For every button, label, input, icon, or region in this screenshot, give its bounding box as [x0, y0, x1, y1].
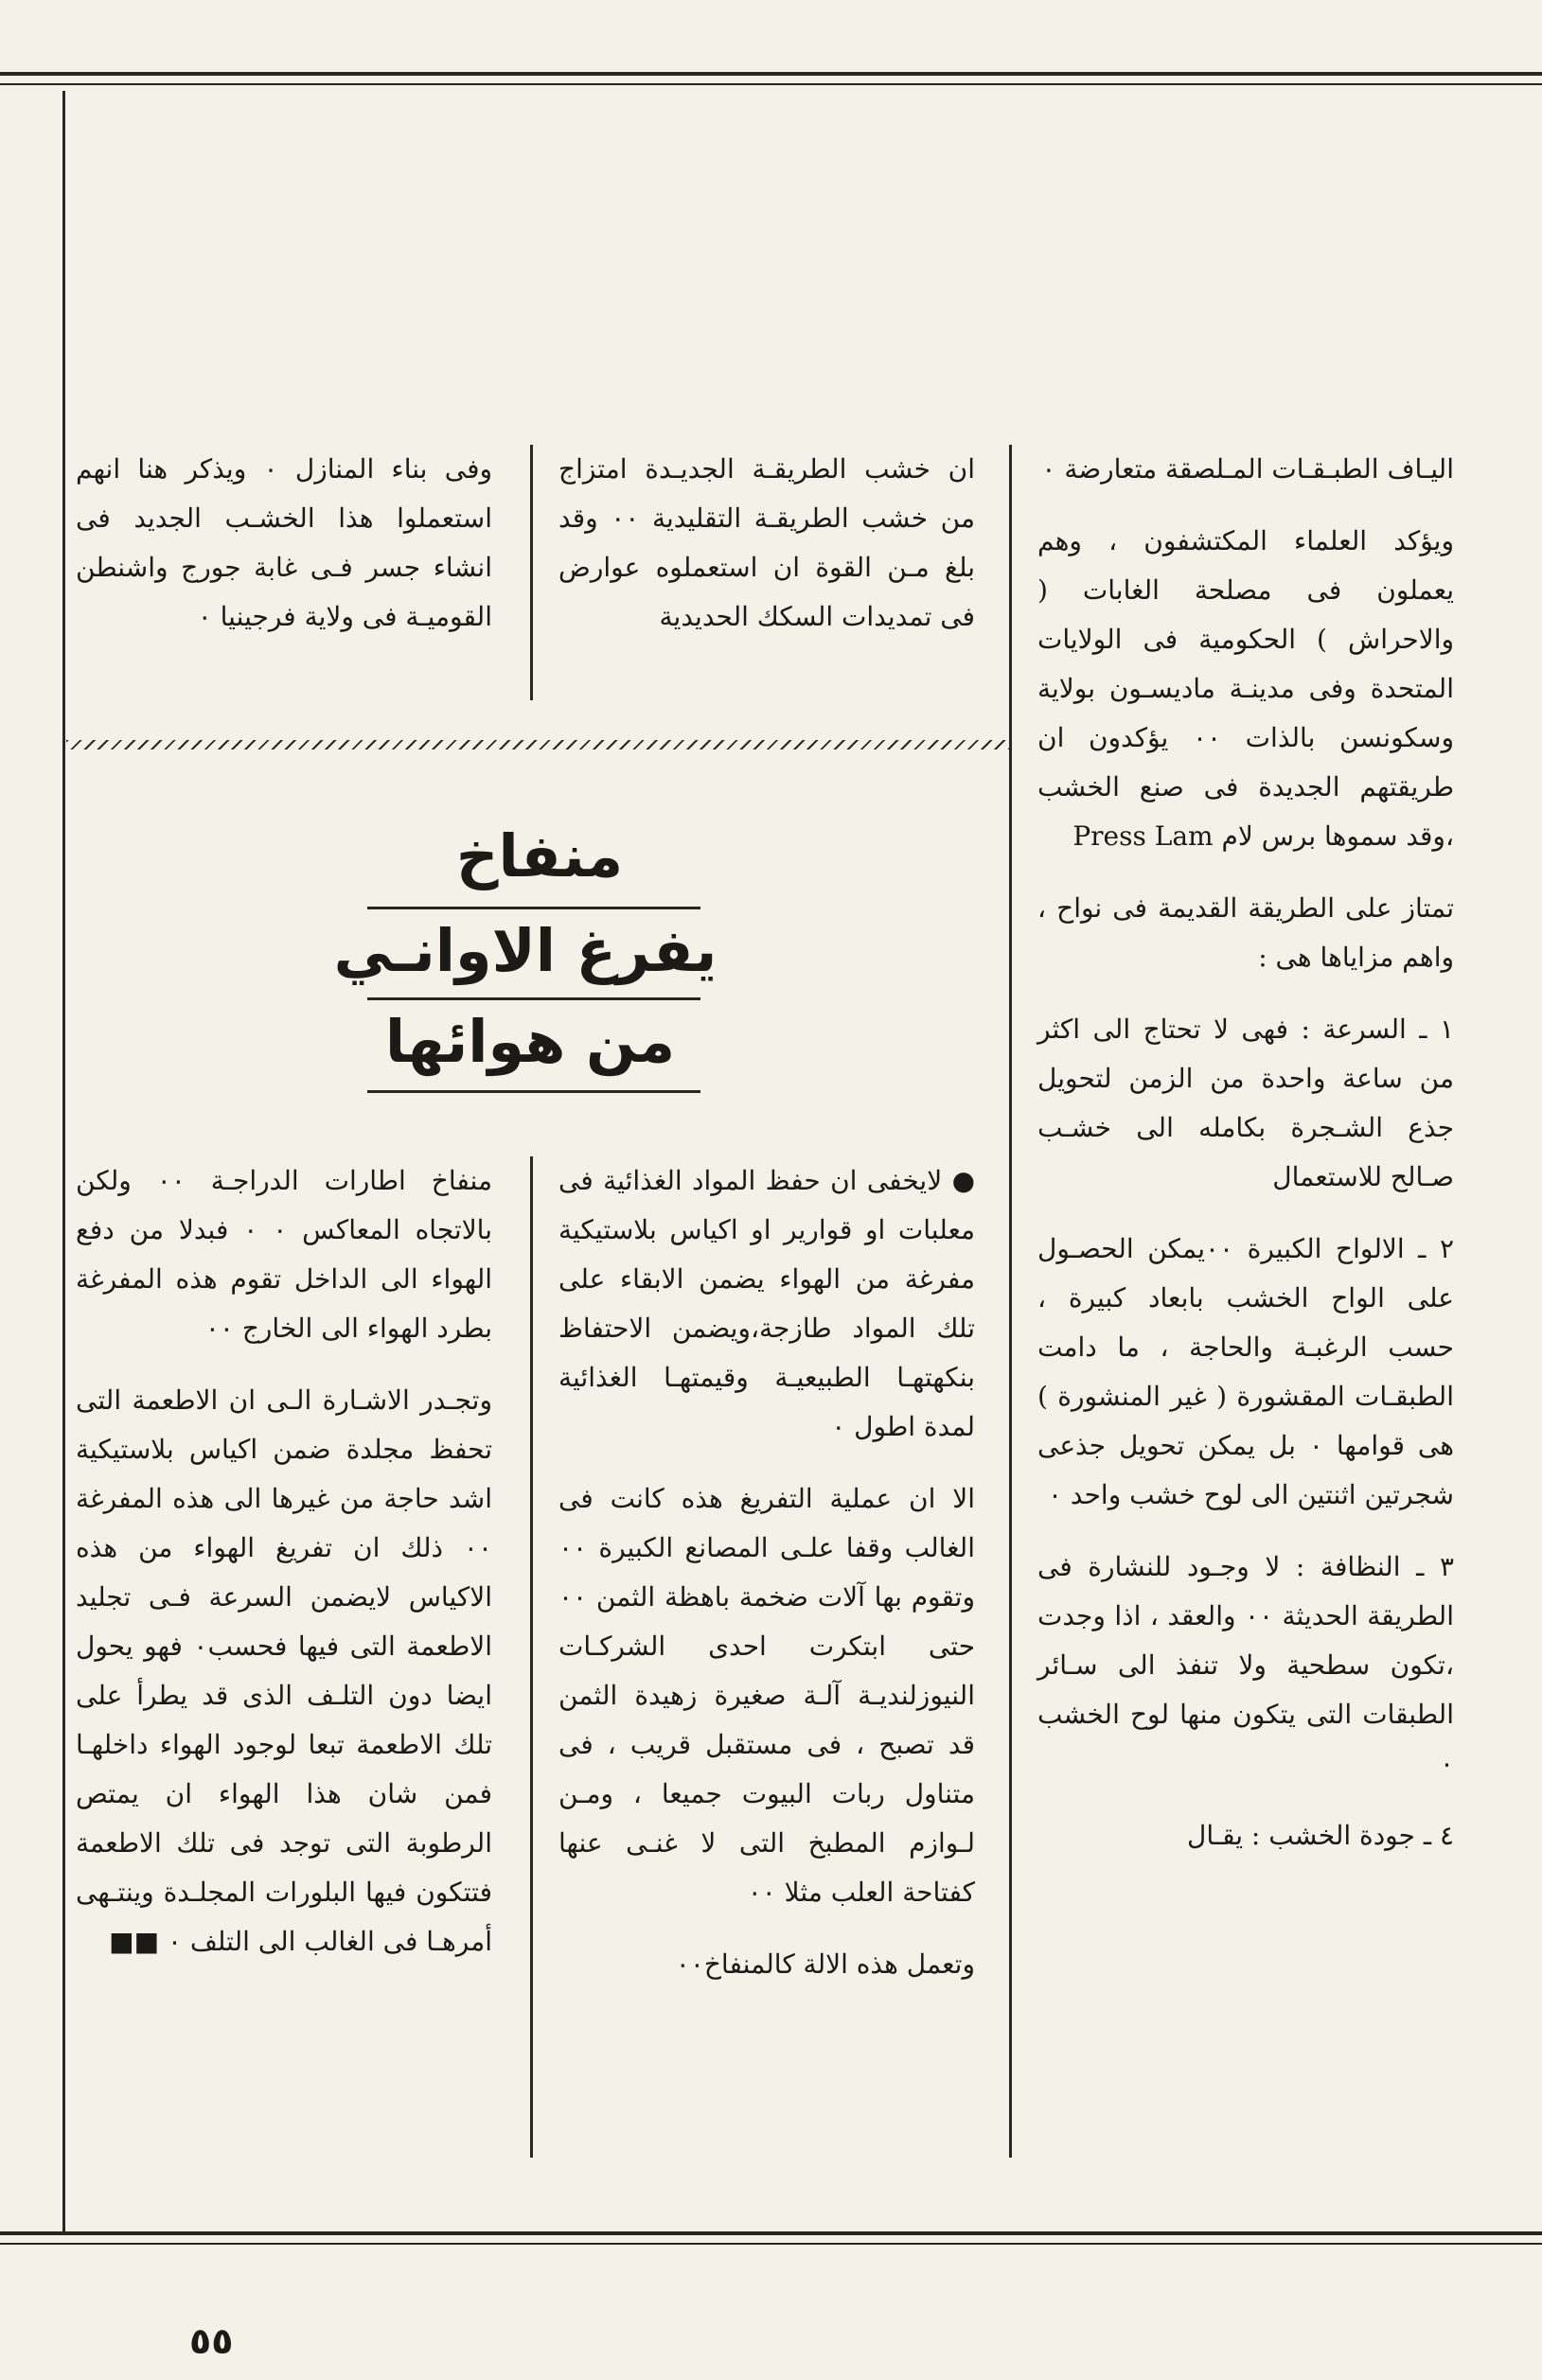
headline-line-2: يفرغ الاوانـي — [333, 916, 718, 985]
bottom-rule — [0, 2231, 1542, 2235]
column-middle-top — [558, 445, 975, 664]
paragraph: اليـاف الطبـقـات المـلصقة متعارضة ٠ — [1041, 453, 1454, 485]
paragraph: وتعمل هذه الالة كالمنفاخ٠٠ — [675, 1948, 975, 1980]
paragraph: ويؤكد العلماء المكتشفون ، وهم يعملون فى مصلحة الغابات ( والاحراش ) الحكومية فى الولايات المتحدة وفى مدينـة ماديسـون بولاية وسكونسن بالذات ٠٠ يؤكدون ان طريقتهم الجديدة فى صنع الخشب ،وقد سموها برس لام Press Lam — [1037, 525, 1454, 852]
column-divider — [530, 1156, 533, 2158]
paragraph: وفى بناء المنازل ٠ ويذكر هنا انهم استعملوا هذا الخشـب الجديد فى انشاء جسر فـى غابة جورج واشنطن القوميـة فى ولاية فرجينيا ٠ — [76, 453, 493, 632]
section-separator — [66, 740, 1009, 749]
paragraph: وتجـدر الاشـارة الـى ان الاطعمة التى تحفظ مجلدة ضمن اكياس بلاستيكية اشد حاجة من غيرها الى هذه المفرغة ٠٠ ذلك ان تفريغ الهواء من هذه الاكياس لايضمن السرعة فـى تجليد الاطعمة التى فيها فحسب٠ فهو يحول ايضا دون التلـف الذى قد يطرأ على تلك الاطعمة تبعا لوجود الهواء داخلهـا فمن شان هذا الهواء ان يمتص الرطوبة التى توجد فى تلك الاطعمة فتتكون فيها البلورات المجلـدة وينتـهى أمرهـا فى الغالب الى التلف ٠ ■■ — [76, 1384, 492, 1957]
top-rule — [0, 72, 1542, 76]
headline-rule — [367, 1090, 700, 1093]
paragraph: ٣ ـ النظافة : لا وجـود للنشارة فى الطريقة الحديثة ٠٠ والعقد ، اذا وجدت ،تكون سطحية ولا تنفذ الى سـائر الطبقات التى يتكون منها لوح الخشب ٠ — [1037, 1551, 1454, 1779]
headline-rule — [367, 997, 700, 1000]
headline-rule — [367, 907, 700, 909]
column-divider — [530, 445, 533, 700]
paragraph: تمتاز على الطريقة القديمة فى نواح ، واهم مزاياها هى : — [1037, 892, 1454, 973]
article-column-middle — [558, 1156, 975, 2012]
paragraph: ● لايخفى ان حفظ المواد الغذائية فى معلبات او قوارير او اكياس بلاستيكية مفرغة من الهواء يضمن الابقاء على تلك المواد طازجة،ويضمن الاحتفاظ بنكهتهـا الطبيعيـة وقيمتهـا الغذائية لمدة اطول ٠ — [558, 1165, 975, 1442]
left-border — [62, 91, 65, 2231]
column-left-top — [76, 445, 492, 664]
page-number: ٥٥ — [189, 2320, 234, 2362]
top-rule-thin — [0, 83, 1542, 85]
paragraph: منفاخ اطارات الدراجـة ٠٠ ولكن بالاتجاه المعاكس ٠ ٠ فبدلا من دفع الهواء الى الداخل تقوم هذه المفرغة بطرد الهواء الى الخارج ٠٠ — [76, 1165, 492, 1344]
paragraph: الا ان عملية التفريغ هذه كانت فى الغالب وقفا علـى المصانع الكبيرة ٠٠ وتقوم بها آلات ضخمة باهظة الثمن ٠٠ حتى ابتكرت احدى الشركـات النيوزلنديـة آلـة صغيرة زهيدة الثمن قد تصبح ، فى مستقبل قريب ، فى متناول ربات البيوت جميعا ، ومـن لـوازم المطبخ التى لا غنـى عنها كفتاحة العلب مثلا ٠٠ — [558, 1483, 975, 1908]
column-right — [1037, 445, 1454, 1883]
article-column-left — [76, 1156, 492, 1989]
paragraph: ١ ـ السرعة : فهى لا تحتاج الى اكثر من ساعة واحدة من الزمن لتحويل جذع الشـجرة بكامله الى خشـب صـالح للاستعمال — [1037, 1014, 1454, 1192]
column-divider — [1009, 445, 1012, 2158]
paragraph: ٢ ـ الالواح الكبيرة ٠٠يمكن الحصـول على الواح الخشب بابعاد كبيرة ، حسب الرغبـة والحاجة ، ما دامت الطبقـات المقشورة ( غير المنشورة ) هى قوامها ٠ بل يمكن تحويل جذعى شجرتين اثنتين الى لوح خشب واحد ٠ — [1037, 1233, 1454, 1510]
headline-line-3: من هوائها — [384, 1007, 676, 1076]
paragraph: ان خشب الطريقـة الجديـدة امتزاج من خشب الطريقـة التقليدية ٠٠ وقد بلغ مـن القوة ان استعملوه عوارض فى تمديدات السكك الحديدية — [558, 453, 975, 632]
bottom-rule-thin — [0, 2243, 1542, 2245]
paragraph: ٤ ـ جودة الخشب : يقـال — [1187, 1820, 1454, 1851]
headline-line-1: منفاخ — [455, 821, 624, 890]
